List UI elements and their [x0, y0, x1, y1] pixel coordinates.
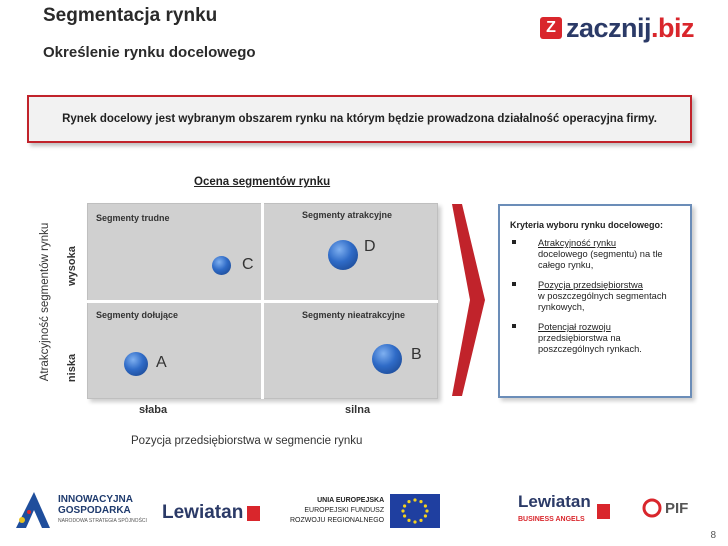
innowacyjna-line1: INNOWACYJNA	[58, 493, 134, 505]
ue-fund-logo	[290, 494, 440, 528]
criteria-item	[510, 280, 684, 313]
segment-b-marker	[372, 344, 402, 374]
criteria-item-title: Pozycja przedsiębiorstwa	[538, 280, 643, 290]
y-axis-high-label: wysoka	[66, 246, 78, 286]
eu-flag-icon	[390, 494, 440, 528]
criteria-item	[510, 322, 684, 355]
lewiatan-mark-icon	[247, 506, 260, 521]
x-axis-title: Pozycja przedsiębiorstwa w segmencie rynku	[131, 435, 363, 447]
lewiatan-logo	[162, 502, 260, 524]
innowacyjna-line2: GOSPODARKA	[58, 504, 131, 516]
segment-d-marker	[328, 240, 358, 270]
innowacyjna-emblem-icon	[12, 490, 52, 530]
innowacyjna-gospodarka-logo	[12, 490, 147, 530]
segment-a-label: A	[156, 354, 167, 371]
criteria-box	[498, 204, 692, 398]
lewiatan-ba-mark-icon	[597, 504, 610, 519]
lewiatan-text: Lewiatan	[162, 502, 244, 523]
segment-d-label: D	[364, 238, 376, 255]
ue-line2: EUROPEJSKI FUNDUSZ	[304, 507, 385, 514]
definition-text: Rynek docelowy jest wybranym obszarem rynku na którym będzie prowadzona działalność operacyjna firmy.	[62, 113, 657, 125]
quadrant-label-bottom-right: Segmenty nieatrakcyjne	[302, 310, 406, 320]
x-axis-low-label: słaba	[139, 404, 168, 416]
chevron-right-arrow-icon	[452, 204, 485, 396]
quadrant-label-bottom-left: Segmenty dołujące	[96, 310, 179, 320]
criteria-item-text: przedsiębiorstwa na poszczególnych rynkach.	[538, 333, 642, 354]
criteria-heading: Kryteria wyboru rynku docelowego:	[510, 220, 664, 230]
criteria-item-title: Potencjał rozwoju	[538, 322, 611, 332]
footer-logos	[0, 486, 728, 536]
lewiatan-ba-text: Lewiatan	[518, 492, 591, 511]
criteria-item-text: docelowego (segmentu) na tle całego rynku,	[538, 249, 663, 270]
criteria-item-title: Atrakcyjność rynku	[538, 238, 617, 248]
criteria-item	[510, 238, 684, 271]
bullet-icon	[512, 240, 516, 244]
pif-text: PIF	[665, 499, 689, 517]
segment-b-label: B	[411, 346, 422, 363]
y-axis-low-label: niska	[66, 353, 78, 383]
segment-c-label: C	[242, 256, 254, 273]
ue-line1: UNIA EUROPEJSKA	[317, 497, 385, 504]
bullet-icon	[512, 282, 516, 286]
criteria-item-text: w poszczególnych segmentach rynkowych,	[538, 291, 667, 312]
page-title: Segmentacja rynku	[43, 5, 218, 26]
zacznij-mark-icon: Z	[540, 17, 562, 39]
lewiatan-ba-sub: BUSINESS ANGELS	[518, 516, 585, 523]
bullet-icon	[512, 324, 516, 328]
innowacyjna-line3: NARODOWA STRATEGIA SPÓJNOŚCI	[58, 517, 147, 524]
y-axis-title: Atrakcyjność segmentów rynku	[39, 222, 51, 382]
pif-emblem-icon	[642, 498, 662, 518]
page-subtitle: Określenie rynku docelowego	[43, 44, 256, 61]
ue-line3: ROZWOJU REGIONALNEGO	[290, 517, 385, 524]
matrix-title: Ocena segmentów rynku	[194, 176, 331, 188]
quadrant-label-top-right: Segmenty atrakcyjne	[302, 210, 393, 220]
definition-box	[27, 95, 692, 143]
logo-text: zacznij	[566, 12, 652, 43]
segment-c-marker	[212, 256, 231, 275]
matrix-divider-horizontal	[87, 300, 438, 303]
logo-domain: .biz	[651, 12, 695, 43]
lewiatan-business-angels-logo	[518, 492, 610, 526]
page-number: 8	[710, 530, 716, 541]
x-axis-high-label: silna	[345, 404, 371, 416]
quadrant-label-top-left: Segmenty trudne	[96, 213, 170, 223]
segment-a-marker	[124, 352, 148, 376]
zacznij-logo[interactable]	[540, 12, 694, 44]
pif-logo	[642, 498, 688, 518]
